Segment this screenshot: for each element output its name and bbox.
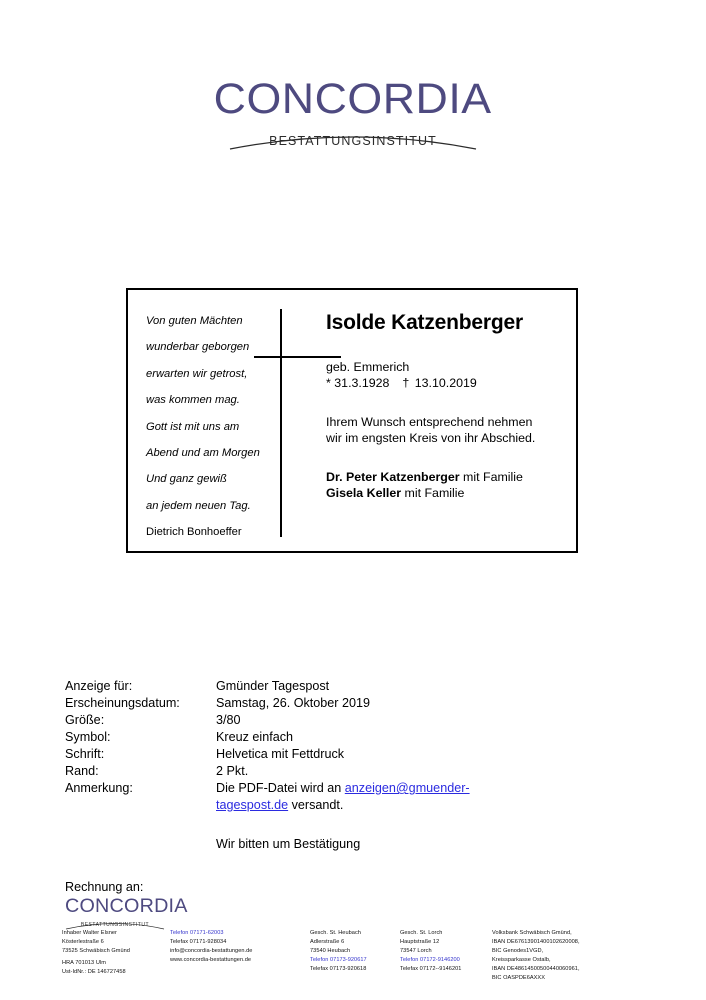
note-prefix: Die PDF-Datei wird an — [216, 781, 345, 795]
footer-website[interactable]: www.concordia-bestattungen.de — [170, 957, 252, 964]
deceased-name: Isolde Katzenberger — [326, 311, 523, 334]
footer-branch-title: Gesch. St. Lorch — [400, 930, 443, 936]
spec-row — [65, 729, 485, 746]
brand-header — [0, 75, 706, 153]
footer-hra: HRA 701013 Ulm — [62, 960, 106, 967]
died-date: 13.10.2019 — [414, 375, 477, 390]
spec-label: Rand: — [65, 764, 99, 778]
died-symbol: † — [402, 375, 410, 390]
spec-value: 3/80 — [216, 713, 241, 727]
confirmation-request: Wir bitten um Bestätigung — [216, 837, 361, 851]
bank-bic: BIC Genodes1VGD, — [492, 948, 544, 955]
poem-line: was kommen mag. — [146, 394, 240, 407]
footer-branch-phone[interactable]: Telefon 07173-920617 — [310, 957, 367, 964]
spec-row — [65, 763, 485, 780]
footer-email[interactable]: info@concordia-bestattungen.de — [170, 948, 253, 955]
spec-row — [65, 746, 485, 763]
life-dates — [326, 376, 566, 392]
spec-label: Schrift: — [65, 747, 105, 761]
footer-fax: Telefax 07171-928034 — [170, 939, 227, 946]
obituary-card — [126, 288, 578, 553]
email-link[interactable]: anzeigen@gmuender- — [344, 781, 470, 795]
obituary-poem — [146, 316, 272, 538]
poem-line: Gott ist mit uns am — [146, 420, 240, 433]
survivor-suffix: mit Familie — [401, 486, 465, 501]
advert-specification — [65, 678, 485, 853]
page-footer — [62, 929, 662, 983]
poem-line: Von guten Mächten — [146, 315, 243, 327]
survivor-name: Gisela Keller — [326, 486, 402, 501]
bank-iban: IBAN DE48614500500440060961, — [492, 966, 580, 973]
spec-value: Gmünder Tagespost — [216, 679, 330, 693]
spec-label: Erscheinungsdatum: — [65, 696, 180, 710]
spec-label: Anzeige für: — [65, 679, 133, 693]
invoice-brand-logo — [65, 896, 188, 931]
footer-branch-city: 73540 Heubach — [310, 948, 351, 955]
footer-branch-street: Adlerstraße 6 — [310, 939, 345, 946]
footer-street: Kösterlestraße 6 — [62, 939, 104, 946]
footer-branch-city: 73547 Lorch — [400, 948, 432, 955]
footer-contact-column — [170, 929, 310, 965]
spec-label: Größe: — [65, 713, 105, 727]
bank-bic: BIC OASPDE6AXXX — [492, 975, 545, 982]
invoice-brand-wordmark: CONCORDIA — [65, 896, 188, 918]
footer-owner: Inhaber Walter Elsner — [62, 930, 117, 936]
poem-line: an jedem neuen Tag. — [146, 499, 251, 512]
footer-branch-title: Gesch. St. Heubach — [310, 930, 361, 936]
survivor-row — [326, 485, 566, 501]
bank-iban: IBAN DE67613901400102620008, — [492, 939, 580, 946]
footer-lorch-column — [400, 929, 492, 974]
brand-arc-group — [228, 123, 478, 153]
spec-row — [65, 712, 485, 729]
bank-name: Volksbank Schwäbisch Gmünd, — [492, 930, 572, 936]
survivor-row — [326, 469, 566, 485]
spec-value-note — [216, 780, 485, 797]
poem-line: Und ganz gewiß — [146, 473, 227, 486]
born-date: 31.3.1928 — [334, 375, 390, 390]
brand-subtitle: BESTATTUNGSINSTITUT — [269, 134, 437, 148]
footer-heubach-column — [310, 929, 400, 974]
spec-value: Samstag, 26. Oktober 2019 — [216, 696, 371, 710]
spec-label: Anmerkung: — [65, 781, 133, 795]
spec-value: Kreuz einfach — [216, 730, 294, 744]
spec-row — [65, 678, 485, 695]
survivor-name: Dr. Peter Katzenberger — [326, 470, 460, 485]
email-link-continued[interactable]: tagespost.de — [216, 798, 289, 812]
spec-row-note — [65, 780, 485, 797]
invoice-brand-subtitle: BESTATTUNGSINSTITUT — [80, 922, 150, 929]
footer-bank-column — [492, 929, 652, 983]
note-suffix: versandt. — [288, 798, 344, 812]
poem-author: Dietrich Bonhoeffer — [146, 526, 242, 539]
farewell-message-line: wir im engsten Kreis von ihr Abschied. — [326, 430, 536, 445]
poem-line: erwarten wir getrost, — [146, 367, 248, 380]
farewell-message — [326, 414, 566, 446]
spec-value: Helvetica mit Fettdruck — [216, 747, 345, 761]
footer-city: 73525 Schwäbisch Gmünd — [62, 948, 130, 955]
spec-row — [65, 695, 485, 712]
invoice-recipient — [65, 880, 188, 931]
cross-icon-vertical-bar — [280, 309, 282, 537]
bank-name: Kreissparkasse Ostalb, — [492, 957, 551, 964]
spec-note-second-line — [216, 797, 485, 814]
footer-branch-street: Hauptstraße 12 — [400, 939, 440, 946]
born-symbol: * — [326, 375, 331, 390]
maiden-name: geb. Emmerich — [326, 360, 410, 375]
poem-line: wunderbar geborgen — [146, 341, 250, 354]
survivor-suffix: mit Familie — [459, 470, 523, 485]
poem-line: Abend und am Morgen — [146, 446, 260, 459]
spec-label: Symbol: — [65, 730, 111, 744]
spec-value: 2 Pkt. — [216, 764, 249, 778]
footer-company-column — [62, 929, 170, 977]
farewell-message-line: Ihrem Wunsch entsprechend nehmen — [326, 414, 533, 429]
footer-phone[interactable]: Telefon 07171-62003 — [170, 930, 224, 936]
obituary-details — [326, 312, 566, 502]
brand-wordmark: CONCORDIA — [213, 75, 492, 123]
footer-branch-phone[interactable]: Telefon 07172-9146200 — [400, 957, 460, 964]
footer-branch-fax: Telefax 07173-920618 — [310, 966, 367, 973]
footer-vat-id: Ust-IdNr.: DE 146727458 — [62, 969, 126, 976]
invoice-title: Rechnung an: — [65, 880, 144, 894]
survivors-list — [326, 469, 566, 502]
footer-branch-fax: Telefax 07172--9146201 — [400, 966, 462, 973]
